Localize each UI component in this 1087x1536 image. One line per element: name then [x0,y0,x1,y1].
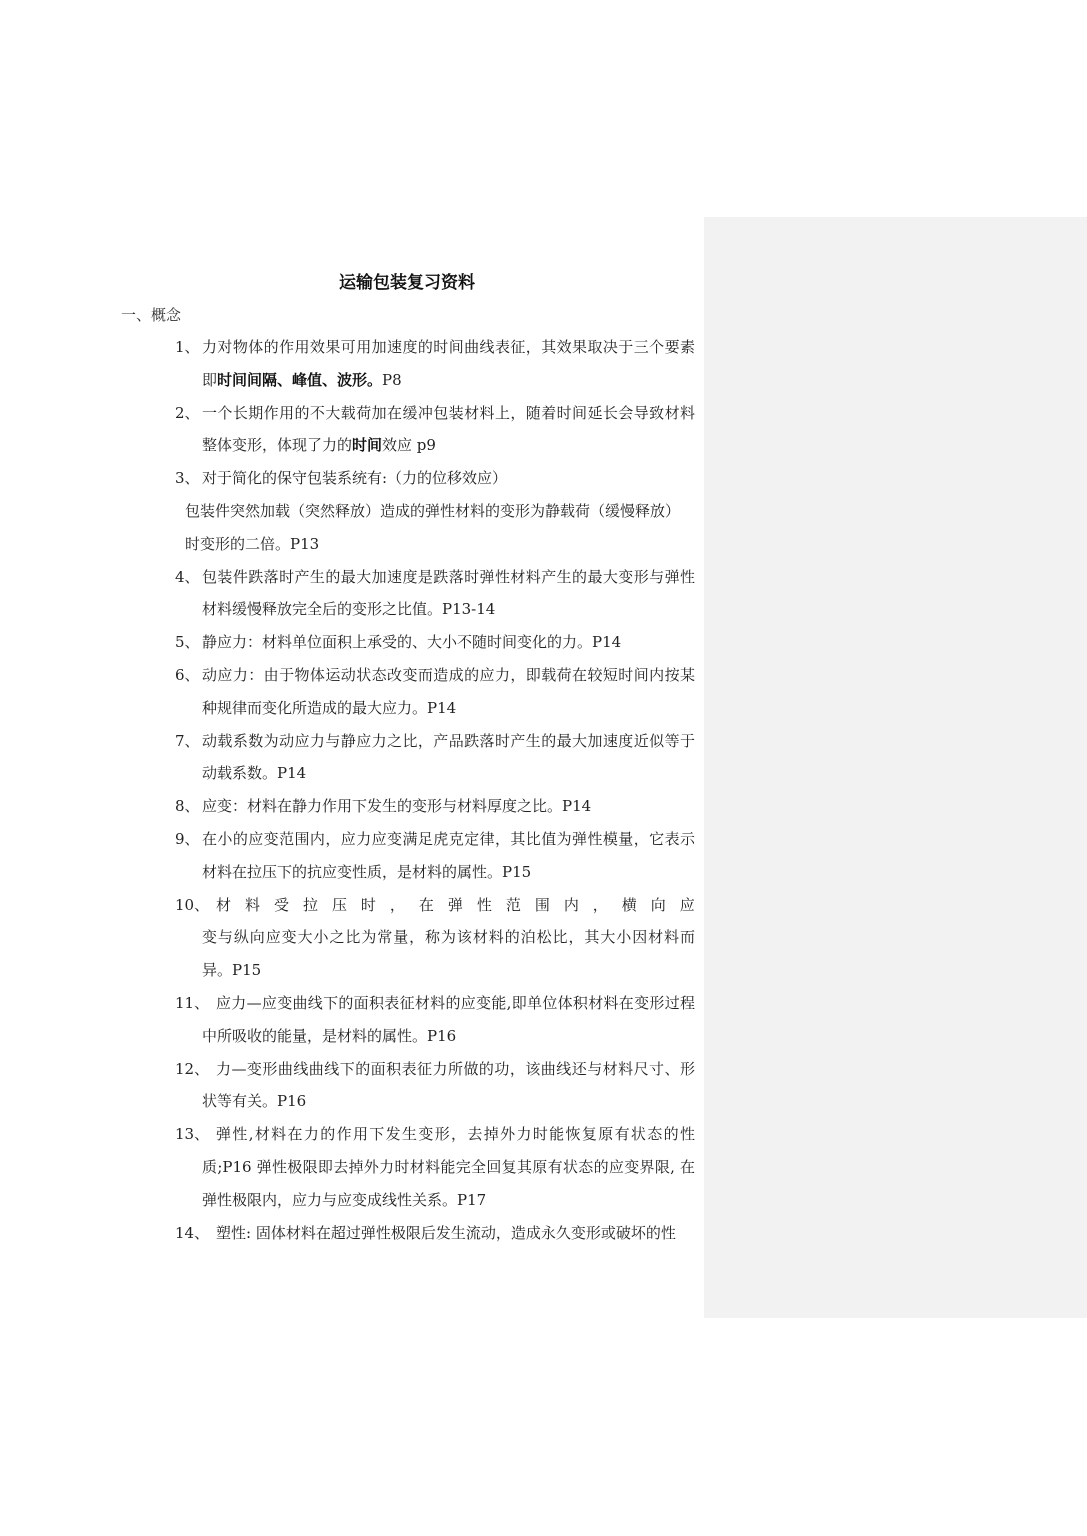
word: 性 [476,895,492,914]
list-item [175,1217,695,1250]
list-item [175,987,695,1053]
section-heading: 一、概念 [121,306,182,324]
list-item [175,790,695,823]
word: 内 [563,895,579,914]
item-text-ref: P8 [382,370,402,389]
list-item [175,462,695,495]
item-text: 应变：材料在静力作用下发生的变形与材料厚度之比。P14 [202,797,592,816]
list-item [175,397,695,463]
document-body [175,331,695,1249]
item-text: 在小的应变范围内，应力应变满足虎克定律，其比值为弹性模量，它表示材料在拉压下的抗应变性质，是材料的属性。P15 [202,829,695,881]
list-item [175,561,695,627]
item-text-plain: 一个长期作用的不大载荷加在缓冲包装材料上，随着时间延长会导致材料整体变形，体现了力的 [202,403,695,455]
word: 弹 [447,895,463,914]
item-number: 11、 [175,993,210,1012]
word: 材 [216,895,232,914]
list-item [175,1118,695,1216]
word: 在 [418,895,434,914]
word: 料 [244,895,260,914]
item-number: 7、 [175,731,200,750]
item-text-plain: 弹性,材料在力的作用下发生变形，去掉外力时能恢复原有状态的性质;P16 弹性极限即去掉外力时材料能完全回复其原有状态的应变界限, 在弹性极限内，应力与应变成线性关系。P17 [202,1125,695,1209]
item-text-ref: 效应 p9 [382,436,436,455]
word: 范 [505,895,521,914]
comment-pane [704,217,1087,1318]
item-number: 5、 [175,633,200,652]
item-continuation: 时变形的二倍。P13 [185,534,320,553]
item-text-plain: 塑性: 固体材料在超过弹性极限后发生流动，造成永久变形或破坏的性 [216,1223,676,1242]
list-item [175,889,695,987]
item-number: 4、 [175,567,200,586]
item-number: 6、 [175,665,200,684]
item-text-bold: 时间 [352,436,383,455]
item-number: 9、 [175,829,200,848]
item-number: 8、 [175,797,200,816]
item-continuation: 包装件突然加载（突然释放）造成的弹性材料的变形为静载荷（缓慢释放） [185,501,681,520]
item-text [202,1053,695,1119]
item-text: 动载系数为动应力与静应力之比，产品跌落时产生的最大加速度近似等于动载系数。P14 [202,731,695,783]
word: 受 [273,895,289,914]
item-number: 12、 [175,1059,210,1078]
list-item [175,725,695,791]
item-text [202,331,695,397]
item-text [202,987,695,1053]
item-number: 2、 [175,403,200,422]
list-item [175,331,695,397]
item-text [202,397,695,463]
word: 压 [331,895,347,914]
item-text-plain: 力—变形曲线曲线下的面积表征力所做的功，该曲线还与材料尺寸、形状等有关。P16 [202,1059,695,1111]
word: 向 [650,895,666,914]
item-text: 对于简化的保守包装系统有:（力的位移效应） [202,469,508,488]
word: ， [389,895,405,914]
item-text [202,1217,695,1250]
word: 横 [621,895,637,914]
item-text: 静应力：材料单位面积上承受的、大小不随时间变化的力。P14 [202,633,622,652]
item-text-plain: 应力—应变曲线下的面积表征材料的应变能,即单位体积材料在变形过程中所吸收的能量，是材料的属性。P16 [202,993,695,1045]
item-text: 动应力：由于物体运动状态改变而造成的应力，即载荷在较短时间内按某种规律而变化所造成的最大应力。P14 [202,665,695,717]
word: 应 [679,895,695,914]
item-text [202,1118,695,1216]
word: 围 [534,895,550,914]
item-number: 10、 [175,895,210,914]
word: 拉 [302,895,318,914]
document-title: 运输包装复习资料 [339,273,475,293]
item-number: 13、 [175,1125,210,1144]
word: 时 [360,895,376,914]
item-number: 14、 [175,1223,210,1242]
item-text-bold: 时间间隔、峰值、波形。 [217,370,383,389]
item-text: 变与纵向应变大小之比为常量，称为该材料的泊松比，其大小因材料而异。P15 [202,928,695,980]
list-item [175,1053,695,1119]
item-number: 3、 [175,469,200,488]
item-first-line [202,889,695,922]
item-text: 包装件跌落时产生的最大加速度是跌落时弹性材料产生的最大变形与弹性材料缓慢释放完全后的变形之比值。P13-14 [202,567,695,619]
list-item [175,626,695,659]
item-text-plain: 力对物体的作用效果可用加速度的时间曲线表征，其效果取决于三个要素即 [202,338,695,389]
word: ， [592,895,608,914]
list-item [175,823,695,889]
list-item [175,659,695,725]
item-number: 1、 [175,338,200,356]
